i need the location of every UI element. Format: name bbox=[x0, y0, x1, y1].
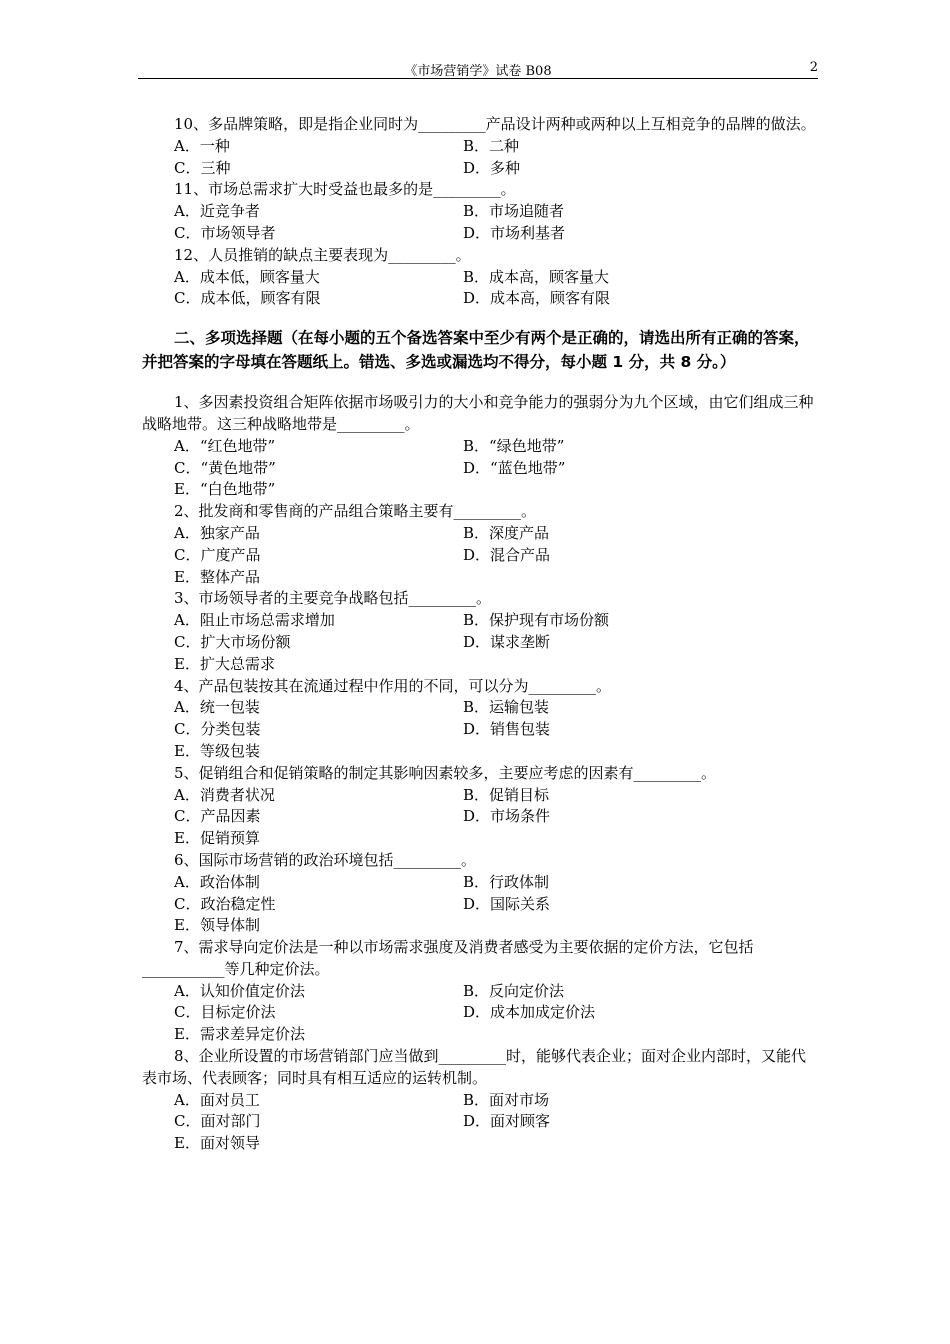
answer-option: E．面对领导 bbox=[174, 1134, 260, 1153]
answer-option: A．近竞争者 bbox=[174, 202, 260, 221]
answer-option: B．反向定价法 bbox=[463, 981, 565, 1000]
question-text: 6、国际市场营销的政治环境包括_________。 bbox=[174, 850, 477, 869]
answer-option: D．多种 bbox=[463, 158, 521, 177]
answer-option: B．二种 bbox=[463, 136, 520, 155]
options-group bbox=[142, 1090, 818, 1155]
answer-option: D．国际关系 bbox=[463, 894, 551, 913]
answer-option: C．扩大市场份额 bbox=[174, 632, 291, 651]
options-group bbox=[142, 872, 818, 937]
question-text: 10、多品牌策略，即是指企业同时为_________产品设计两种或两种以上互相竞争的品牌的做法。 bbox=[174, 115, 816, 133]
answer-option: A．认知价值定价法 bbox=[174, 981, 305, 1000]
options-group bbox=[142, 523, 818, 588]
answer-option: D．“蓝色地带” bbox=[463, 458, 566, 477]
answer-option: B．市场追随者 bbox=[463, 202, 565, 221]
question-text: 8、企业所设置的市场营销部门应当做到_________时，能够代表企业；面对企业内部时，又能代表市场、代表顾客；同时具有相互适应的运转机制。 bbox=[142, 1047, 807, 1087]
answer-option: E．整体产品 bbox=[174, 567, 260, 586]
answer-option: A．面对员工 bbox=[174, 1090, 260, 1109]
page-number: 2 bbox=[809, 60, 818, 75]
answer-option: E．“白色地带” bbox=[174, 480, 276, 499]
answer-option: E．领导体制 bbox=[174, 916, 260, 935]
question-text: 11、市场总需求扩大时受益也最多的是_________。 bbox=[174, 180, 516, 199]
answer-option: A．独家产品 bbox=[174, 523, 260, 542]
answer-option: B．成本高，顾客量大 bbox=[463, 267, 610, 286]
exam-content bbox=[142, 114, 818, 1155]
answer-option: C．市场领导者 bbox=[174, 223, 276, 242]
answer-option: B．促销目标 bbox=[463, 785, 550, 804]
answer-option: C．政治稳定性 bbox=[174, 894, 276, 913]
answer-option: E．促销预算 bbox=[174, 829, 260, 848]
answer-option: E．等级包装 bbox=[174, 741, 260, 760]
answer-option: B．行政体制 bbox=[463, 872, 550, 891]
options-group bbox=[142, 267, 818, 311]
answer-option: A．统一包装 bbox=[174, 698, 260, 717]
answer-option: C．目标定价法 bbox=[174, 1003, 276, 1022]
answer-option: D．销售包装 bbox=[463, 720, 551, 739]
header-title: 《市场营销学》试卷 B08 bbox=[404, 64, 552, 79]
options-group bbox=[142, 697, 818, 762]
options-group bbox=[142, 785, 818, 850]
answer-option: D．市场条件 bbox=[463, 807, 551, 826]
question-text: 5、促销组合和促销策略的制定其影响因素较多，主要应考虑的因素有_________。 bbox=[174, 763, 717, 782]
answer-option: A．政治体制 bbox=[174, 872, 260, 891]
options-group bbox=[142, 201, 818, 245]
answer-option: A．阻止市场总需求增加 bbox=[174, 611, 335, 630]
question-text: 1、多因素投资组合矩阵依据市场吸引力的大小和竞争能力的强弱分为九个区域，由它们组成三种战略地带。这三种战略地带是_________。 bbox=[142, 393, 814, 433]
answer-option: D．混合产品 bbox=[463, 545, 551, 564]
answer-option: D．成本加成定价法 bbox=[463, 1003, 596, 1022]
answer-option: C．广度产品 bbox=[174, 545, 261, 564]
answer-option: B．运输包装 bbox=[463, 698, 550, 717]
options-group bbox=[142, 436, 818, 501]
options-group bbox=[142, 981, 818, 1046]
answer-option: E．需求差异定价法 bbox=[174, 1025, 305, 1044]
section-heading: 二、多项选择题（在每小题的五个备选答案中至少有两个是正确的，请选出所有正确的答案，并把答案的字母填在答题纸上。错选、多选或漏选均不得分，每小题 1 分，共 8 分。） bbox=[142, 329, 810, 372]
answer-option: D．市场利基者 bbox=[463, 223, 566, 242]
answer-option: C．面对部门 bbox=[174, 1112, 261, 1131]
answer-option: A．消费者状况 bbox=[174, 785, 275, 804]
answer-option: B．保护现有市场份额 bbox=[463, 611, 610, 630]
answer-option: D．成本高，顾客有限 bbox=[463, 289, 611, 308]
answer-option: A．成本低，顾客量大 bbox=[174, 267, 320, 286]
answer-option: B．面对市场 bbox=[463, 1090, 550, 1109]
answer-option: E．扩大总需求 bbox=[174, 654, 275, 673]
options-group bbox=[142, 610, 818, 675]
answer-option: C．三种 bbox=[174, 158, 231, 177]
answer-option: C．“黄色地带” bbox=[174, 458, 276, 477]
answer-option: C．成本低，顾客有限 bbox=[174, 289, 321, 308]
question-text: 7、需求导向定价法是一种以市场需求强度及消费者感受为主要依据的定价方法，它包括___________等几种定价法。 bbox=[142, 938, 754, 978]
answer-option: A．“红色地带” bbox=[174, 436, 276, 455]
options-group bbox=[142, 136, 818, 180]
answer-option: C．产品因素 bbox=[174, 807, 261, 826]
answer-option: B．“绿色地带” bbox=[463, 436, 565, 455]
question-text: 12、人员推销的缺点主要表现为_________。 bbox=[174, 245, 471, 264]
page-header bbox=[138, 60, 818, 79]
answer-option: C．分类包装 bbox=[174, 720, 261, 739]
answer-option: D．谋求垄断 bbox=[463, 632, 551, 651]
answer-option: B．深度产品 bbox=[463, 523, 550, 542]
question-text: 4、产品包装按其在流通过程中作用的不同，可以分为_________。 bbox=[174, 676, 612, 695]
question-text: 2、批发商和零售商的产品组合策略主要有_________。 bbox=[174, 502, 537, 521]
answer-option: D．面对顾客 bbox=[463, 1112, 551, 1131]
answer-option: A．一种 bbox=[174, 136, 230, 155]
question-text: 3、市场领导者的主要竞争战略包括_________。 bbox=[174, 589, 492, 608]
